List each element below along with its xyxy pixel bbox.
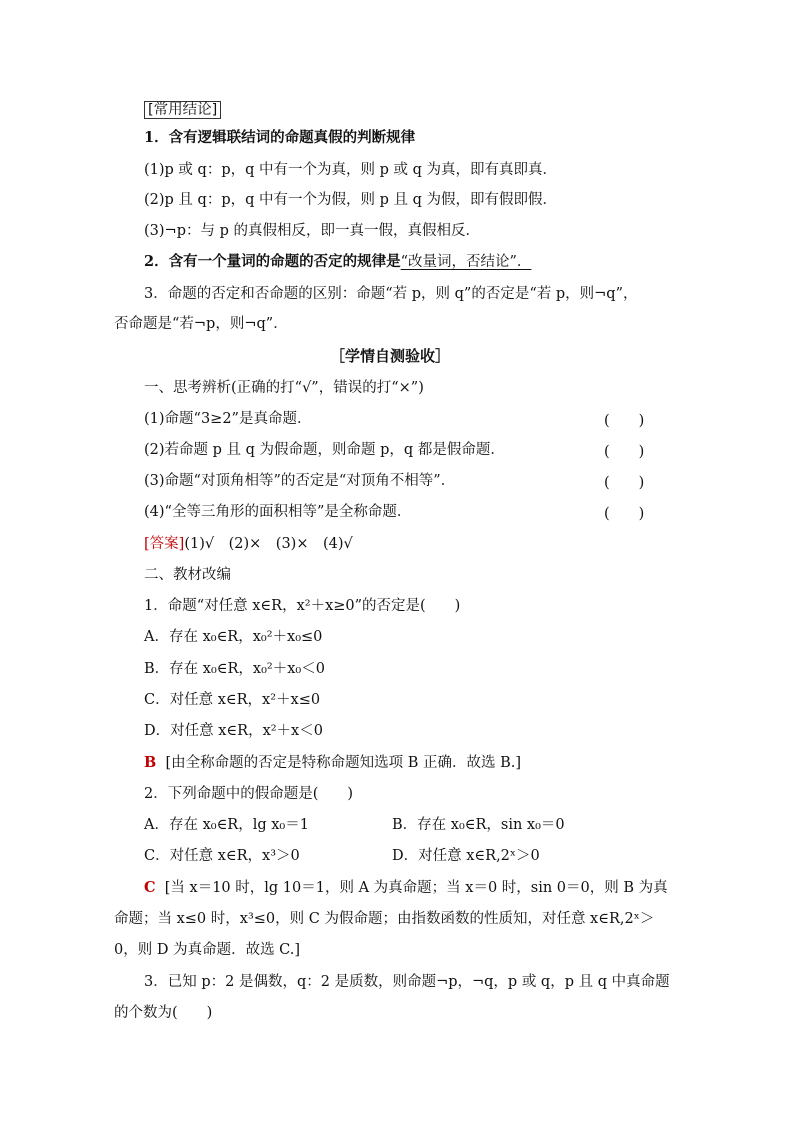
q1-answer: B [由全称命题的否定是特称命题知选项 B 正确．故选 B.] <box>144 754 522 771</box>
conclusion-3-line1: 3．命题的否定和否命题的区别：命题“若 p，则 q”的否定是“若 p，则¬q”， <box>144 286 638 302</box>
judge-item-3: (3)命题“对顶角相等”的否定是“对顶角不相等”． <box>144 473 456 489</box>
q2-answer-line1: C [当 x＝10 时，lg 10＝1，则 A 为真命题；当 x＝0 时，sin 0＝0，则 B 为真 <box>144 879 668 896</box>
answer-blank-1: ( ) <box>604 413 645 429</box>
answer-blank-2: ( ) <box>604 444 645 460</box>
q2-option-c: C．对任意 x∈R，x³＞0 <box>144 848 300 864</box>
part1-answer: [答案](1)√ (2)× (3)× (4)√ <box>144 536 353 552</box>
q2-option-b: B．存在 x₀∈R，sin x₀＝0 <box>392 817 565 833</box>
q3-stem-line2: 的个数为( ) <box>114 1005 213 1021</box>
section-title: ［学情自测验收］ <box>330 347 451 365</box>
q1-option-b: B．存在 x₀∈R，x₀²＋x₀＜0 <box>144 661 325 677</box>
judge-item-1: (1)命题“3≥2”是真命题． <box>144 411 312 427</box>
conclusion-tag: [常用结论] <box>144 100 221 120</box>
judge-item-4: (4)“全等三角形的面积相等”是全称命题． <box>144 504 412 520</box>
q2-answer-line2: 命题；当 x≤0 时，x³≤0，则 C 为假命题；由指数函数的性质知，对任意 x∈R,2ˣ＞ <box>114 911 655 927</box>
conclusion-1-b: (2)p 且 q：p，q 中有一个为假，则 p 且 q 为假，即有假即假． <box>144 192 557 208</box>
q1-option-d: D．对任意 x∈R，x²＋x＜0 <box>144 723 323 739</box>
q2-option-a: A．存在 x₀∈R，lg x₀＝1 <box>144 817 309 833</box>
q1-option-c: C．对任意 x∈R，x²＋x≤0 <box>144 692 321 708</box>
q2-option-d: D．对任意 x∈R,2ˣ＞0 <box>392 848 540 864</box>
q1-stem: 1．命题“对任意 x∈R，x²＋x≥0”的否定是( ) <box>144 598 461 614</box>
conclusion-1-a: (1)p 或 q：p，q 中有一个为真，则 p 或 q 为真，即有真即真． <box>144 162 557 178</box>
answer-blank-3: ( ) <box>604 475 645 491</box>
q2-answer-line3: 0，则 D 为真命题．故选 C.] <box>114 942 301 958</box>
conclusion-1-c: (3)¬p：与 p 的真假相反，即一真一假，真假相反． <box>144 223 480 239</box>
answer-blank-4: ( ) <box>604 506 645 522</box>
q2-stem: 2．下列命题中的假命题是( ) <box>144 786 354 802</box>
conclusion-2: 2．含有一个量词的命题的否定的规律是“改量词，否结论”． <box>144 253 532 270</box>
q3-stem-line1: 3．已知 p：2 是偶数，q：2 是质数，则命题¬p，¬q，p 或 q，p 且 q 中真命题 <box>144 974 670 990</box>
part2-heading: 二、教材改编 <box>144 567 231 583</box>
q1-option-a: A．存在 x₀∈R，x₀²＋x₀≤0 <box>144 629 323 645</box>
conclusion-1-title: 1．含有逻辑联结词的命题真假的判断规律 <box>144 129 416 146</box>
conclusion-3-line2: 否命题是“若¬p，则¬q”． <box>114 316 288 332</box>
judge-item-2: (2)若命题 p 且 q 为假命题，则命题 p，q 都是假命题． <box>144 442 505 458</box>
part1-heading: 一、思考辨析(正确的打“√”，错误的打“×”) <box>144 380 424 396</box>
